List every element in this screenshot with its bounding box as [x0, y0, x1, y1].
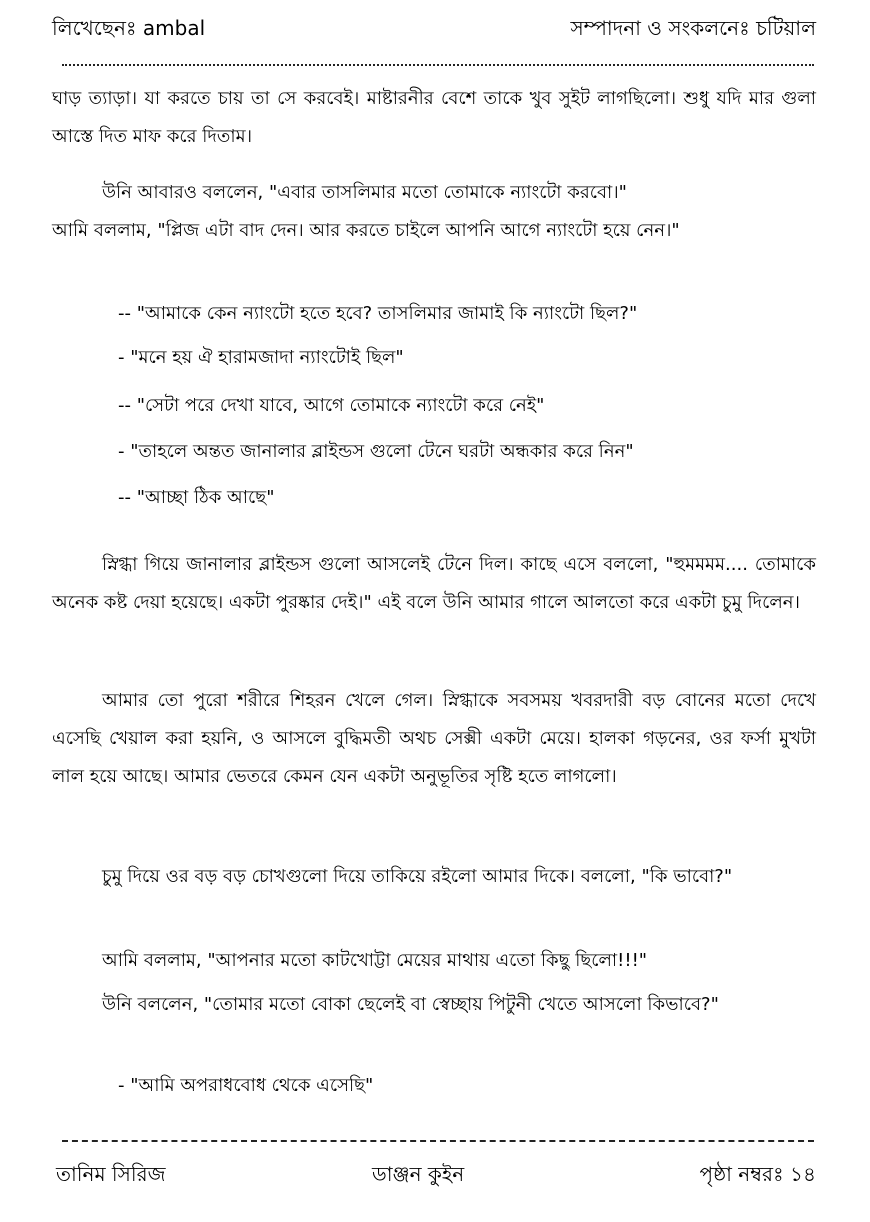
page-number: পৃষ্ঠা নম্বরঃ ১৪: [699, 1162, 816, 1186]
paragraph-2-rest: আমি বললাম, "প্লিজ এটা বাদ দেন। আর করতে চাইলে আপনি আগে ন্যাংটো হয়ে নেন।": [52, 220, 680, 241]
paragraph-4: আমার তো পুরো শরীরে শিহরন খেলে গেল। স্নিগ্ধাকে সবসময় খবরদারী বড় বোনের মতো দেখে এসেছি খেয়াল করা হয়নি, ও আসলে বুদ্ধিমতী অথচ সেক্সী একটা মেয়ে। হালকা গড়নের, ওর ফর্সা মুখটা লাল হয়ে আছে। আমার ভেতরে কেমন যেন একটা অনুভূতির সৃষ্টি হতে লাগলো।: [52, 690, 816, 787]
paragraph-2-first-line: উনি আবারও বললেন, "এবার তাসলিমার মতো তোমাকে ন্যাংটো করবো।": [102, 182, 627, 203]
paragraph-3: স্নিগ্ধা গিয়ে জানালার ব্লাইন্ডস গুলো আসলেই টেনে দিল। কাছে এসে বললো, "হুমমমম.... তোমাকে অনেক কষ্ট দেয়া হয়েছে। একটা পুরষ্কার দেই।" এই বলে উনি আমার গালে আলতো করে একটা চুমু দিলেন।: [52, 554, 816, 613]
story-title: ডাঞ্জন কুইন: [372, 1162, 465, 1186]
editor-credit: সম্পাদনা ও সংকলনেঃ চটিয়াল: [570, 16, 816, 40]
series-name: তানিম সিরিজ: [56, 1162, 166, 1186]
paragraph-5: চুমু দিয়ে ওর বড় বড় চোখগুলো দিয়ে তাকিয়ে রইলো আমার দিকে। বললো, "কি ভাবো?": [102, 866, 733, 887]
paragraph-6: আমি বললাম, "আপনার মতো কাটখোট্টা মেয়ের মাথায় এতো কিছু ছিলো!!!": [102, 950, 648, 971]
dialogue-line: - "তাহলে অন্তত জানালার ব্লাইন্ডস গুলো টেনে ঘরটা অন্ধকার করে নিন": [118, 441, 634, 462]
dialogue-line: -- "আমাকে কেন ন্যাংটো হতে হবে? তাসলিমার জামাই কি ন্যাংটো ছিল?": [118, 303, 638, 324]
dialogue-line: - "আমি অপরাধবোধ থেকে এসেছি": [118, 1075, 374, 1096]
author-credit: লিখেছেনঃ ambal: [52, 16, 206, 40]
dialogue-line: -- "আচ্ছা ঠিক আছে": [118, 487, 275, 508]
dialogue-line: - "মনে হয় ঐ হারামজাদা ন্যাংটোই ছিল": [118, 347, 404, 368]
paragraph-1: ঘাড় ত্যাড়া। যা করতে চায় তা সে করবেই। মাষ্টারনীর বেশে তাকে খুব সুইট লাগছিলো। শুধু যদি মার গুলা আস্তে দিত মাফ করে দিতাম।: [52, 88, 816, 147]
footer-divider: [62, 1140, 814, 1142]
paragraph-7: উনি বললেন, "তোমার মতো বোকা ছেলেই বা স্বেচ্ছায় পিটুনী খেতে আসলো কিভাবে?": [102, 994, 719, 1015]
header-divider: [62, 64, 814, 66]
dialogue-line: -- "সেটা পরে দেখা যাবে, আগে তোমাকে ন্যাংটো করে নেই": [118, 395, 545, 416]
